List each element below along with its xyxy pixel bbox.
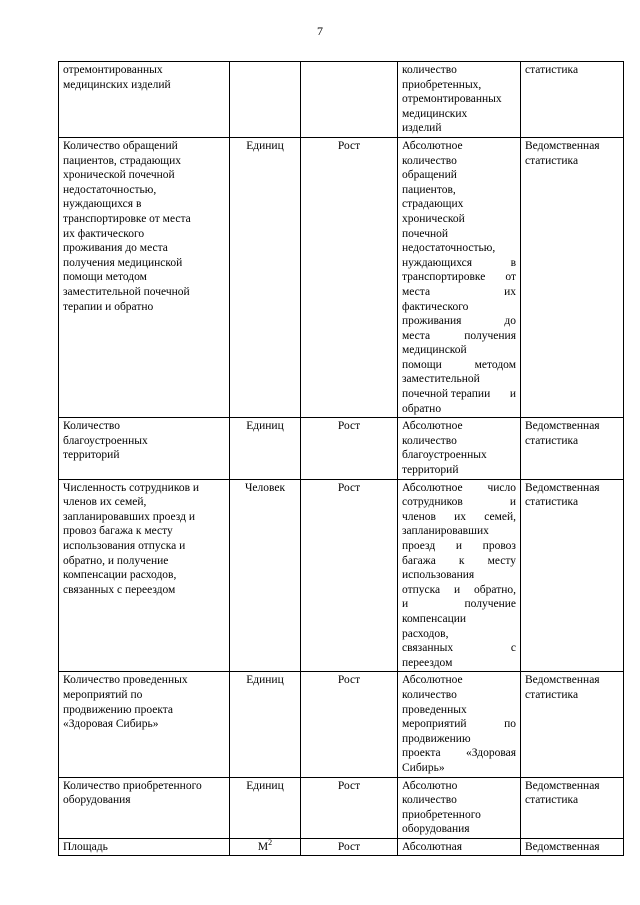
method-word: проезд xyxy=(402,540,436,552)
dynamics-cell xyxy=(301,479,398,672)
method-word: почечной терапии xyxy=(402,388,491,401)
indicator-line: помощи методом xyxy=(63,271,147,284)
table-row xyxy=(59,62,624,138)
method-line xyxy=(402,703,516,718)
indicator-line: оборудования xyxy=(63,794,131,807)
indicator-line: отремонтированных xyxy=(63,64,163,76)
unit-cell xyxy=(230,838,301,856)
source-cell xyxy=(521,137,624,417)
method-word: число xyxy=(487,481,516,494)
method-word: проекта xyxy=(402,747,441,760)
indicator-line: использования отпуска и xyxy=(63,540,186,552)
method-line xyxy=(402,107,516,122)
method-line xyxy=(402,481,516,496)
method-word: месту xyxy=(487,554,516,567)
method-line xyxy=(402,510,516,525)
method-word: багажа xyxy=(402,554,436,567)
source-line: статистика xyxy=(525,688,579,701)
method-word: получение xyxy=(464,598,516,611)
source-line: Ведомственная xyxy=(525,840,600,853)
indicator-line: продвижению проекта xyxy=(63,703,174,716)
method-word: транспортировке xyxy=(402,271,486,284)
method-word: использования xyxy=(402,569,475,582)
method-line xyxy=(402,168,516,183)
dynamics-cell xyxy=(301,137,398,417)
method-word: количество xyxy=(402,64,457,76)
dynamics-cell xyxy=(301,777,398,838)
method-line xyxy=(402,358,516,373)
method-word: в xyxy=(510,256,516,269)
unit-superscript: 2 xyxy=(268,838,273,848)
indicator-line: запланировавших проезд и xyxy=(63,510,196,523)
method-line xyxy=(402,139,516,154)
method-line xyxy=(402,746,516,761)
method-line xyxy=(402,448,516,463)
dynamics-cell xyxy=(301,62,398,138)
method-word: Абсолютное xyxy=(402,139,463,152)
method-cell xyxy=(398,62,521,138)
method-word: членов xyxy=(402,510,436,523)
indicator-line: Количество xyxy=(63,420,120,433)
method-cell xyxy=(398,479,521,672)
method-word: и xyxy=(509,388,516,401)
method-word: медицинских xyxy=(402,107,468,120)
unit-text: Единиц xyxy=(246,420,284,433)
indicator-line: компенсации расходов, xyxy=(63,569,177,582)
source-line: Ведомственная xyxy=(525,674,600,687)
method-word: от xyxy=(505,271,516,284)
method-word: семей, xyxy=(484,510,516,523)
method-line xyxy=(402,627,516,642)
method-word: отремонтированных xyxy=(402,93,502,106)
method-line xyxy=(402,212,516,227)
unit-cell xyxy=(230,777,301,838)
indicator-line: Численность сотрудников и xyxy=(63,481,200,494)
method-word: до xyxy=(504,315,516,328)
indicator-line: транспортировке от места xyxy=(63,212,191,225)
source-line: Ведомственная xyxy=(525,420,600,433)
dynamics-cell xyxy=(301,418,398,479)
indicator-line: Количество приобретенного xyxy=(63,779,202,792)
method-word: места xyxy=(402,285,431,298)
indicator-line: терапии и обратно xyxy=(63,300,154,313)
method-line xyxy=(402,583,516,598)
method-word: оборудования xyxy=(402,823,470,836)
dynamics-text: Рост xyxy=(337,779,361,792)
method-word: и xyxy=(509,496,516,509)
method-line xyxy=(402,568,516,583)
method-cell xyxy=(398,137,521,417)
method-line xyxy=(402,402,516,417)
method-line xyxy=(402,495,516,510)
method-word: почечной xyxy=(402,227,449,240)
method-word: запланировавших xyxy=(402,525,489,538)
method-cell xyxy=(398,418,521,479)
method-line xyxy=(402,808,516,823)
unit-text: Единиц xyxy=(246,139,284,152)
method-line xyxy=(402,300,516,315)
indicator-line: членов их семей, xyxy=(63,496,147,509)
method-line xyxy=(402,840,516,855)
dynamics-text: Рост xyxy=(337,840,361,853)
method-word: по xyxy=(504,718,516,731)
method-word: медицинской xyxy=(402,344,467,357)
indicator-line: Количество проведенных xyxy=(63,674,188,687)
method-word: «Здоровая xyxy=(466,747,516,760)
method-word: благоустроенных xyxy=(402,449,487,462)
source-line: статистика xyxy=(525,154,579,167)
method-word: компенсации xyxy=(402,612,467,625)
method-line xyxy=(402,343,516,358)
method-word: сотрудников xyxy=(402,496,463,509)
indicator-line: заместительной почечной xyxy=(63,285,190,298)
method-line xyxy=(402,641,516,656)
method-line xyxy=(402,539,516,554)
method-word: Абсолютное xyxy=(402,420,463,433)
method-word: провоз xyxy=(482,540,516,552)
method-word: количество xyxy=(402,688,457,701)
table-row xyxy=(59,777,624,838)
dynamics-cell xyxy=(301,672,398,777)
method-line xyxy=(402,434,516,449)
method-word: продвижению xyxy=(402,732,471,745)
method-word: пациентов, xyxy=(402,183,456,196)
dynamics-cell xyxy=(301,838,398,856)
source-line: статистика xyxy=(525,794,579,807)
method-line xyxy=(402,717,516,732)
method-word: места xyxy=(402,329,431,342)
table-row xyxy=(59,137,624,417)
method-word: приобретенного xyxy=(402,808,481,821)
method-line xyxy=(402,63,516,78)
method-line xyxy=(402,822,516,837)
table-row xyxy=(59,418,624,479)
method-word: обратно, xyxy=(474,583,516,596)
source-cell xyxy=(521,838,624,856)
method-word: связанных xyxy=(402,642,454,655)
method-word: количество xyxy=(402,434,457,447)
table-row xyxy=(59,479,624,672)
unit-text: М xyxy=(257,840,269,853)
method-word: проживания xyxy=(402,315,462,328)
indicator-line: медицинских изделий xyxy=(63,78,171,91)
indicator-cell xyxy=(59,62,230,138)
dynamics-text: Рост xyxy=(337,674,361,687)
indicator-line: провоз багажа к месту xyxy=(63,525,173,538)
indicator-line: нуждающихся в xyxy=(63,198,142,211)
indicator-cell xyxy=(59,418,230,479)
method-cell xyxy=(398,838,521,856)
indicator-line: обратно, и получение xyxy=(63,554,169,567)
source-cell xyxy=(521,479,624,672)
method-word: к xyxy=(458,554,465,567)
method-line xyxy=(402,227,516,242)
method-word: отпуска xyxy=(402,583,441,596)
method-line xyxy=(402,597,516,612)
method-line xyxy=(402,524,516,539)
method-word: приобретенных, xyxy=(402,78,482,91)
method-line xyxy=(402,732,516,747)
indicator-line: мероприятий по xyxy=(63,688,143,701)
method-word: их xyxy=(454,510,467,523)
dynamics-text: Рост xyxy=(337,139,361,152)
method-word: количество xyxy=(402,154,457,167)
method-line xyxy=(402,761,516,776)
method-line xyxy=(402,372,516,387)
method-line xyxy=(402,779,516,794)
method-line xyxy=(402,92,516,107)
method-word: территорий xyxy=(402,464,459,477)
indicator-line: недостаточностью, xyxy=(63,183,157,196)
method-word: количество xyxy=(402,794,457,807)
method-word: изделий xyxy=(402,122,442,135)
method-word: недостаточностью, xyxy=(402,242,496,255)
method-line xyxy=(402,387,516,402)
unit-text: Человек xyxy=(244,481,286,494)
method-line xyxy=(402,463,516,478)
method-line xyxy=(402,793,516,808)
table-row xyxy=(59,672,624,777)
method-word: заместительной xyxy=(402,373,480,386)
indicator-line: получения медицинской xyxy=(63,256,183,269)
source-line: Ведомственная xyxy=(525,481,600,494)
indicator-cell xyxy=(59,672,230,777)
method-word: расходов, xyxy=(402,627,449,640)
method-line xyxy=(402,256,516,271)
unit-cell xyxy=(230,418,301,479)
method-word: Абсолютная xyxy=(402,840,463,853)
method-word: и xyxy=(455,540,463,552)
method-line xyxy=(402,270,516,285)
method-word: Сибирь» xyxy=(402,761,445,774)
method-word: и xyxy=(402,598,409,611)
indicator-line: «Здоровая Сибирь» xyxy=(63,718,159,731)
indicator-cell xyxy=(59,777,230,838)
indicators-table xyxy=(58,61,624,856)
unit-cell xyxy=(230,479,301,672)
method-line xyxy=(402,419,516,434)
dynamics-text: Рост xyxy=(337,481,361,494)
method-line xyxy=(402,688,516,703)
unit-text: Единиц xyxy=(246,779,284,792)
unit-cell xyxy=(230,62,301,138)
method-word: получения xyxy=(464,329,516,342)
method-line xyxy=(402,241,516,256)
source-line: статистика xyxy=(525,496,579,509)
source-line: Ведомственная xyxy=(525,779,600,792)
source-line: статистика xyxy=(525,434,579,447)
method-line xyxy=(402,154,516,169)
source-line: статистика xyxy=(525,64,579,76)
method-word: страдающих xyxy=(402,198,464,211)
method-line xyxy=(402,183,516,198)
method-word: мероприятий xyxy=(402,718,467,731)
indicator-cell xyxy=(59,137,230,417)
indicator-cell xyxy=(59,838,230,856)
method-word: обратно xyxy=(402,402,442,415)
page-number: 7 xyxy=(317,24,323,38)
method-cell xyxy=(398,777,521,838)
method-word: хронической xyxy=(402,212,465,225)
unit-cell xyxy=(230,672,301,777)
method-word: проведенных xyxy=(402,703,467,716)
method-word: Абсолютно xyxy=(402,779,458,792)
source-cell xyxy=(521,62,624,138)
indicator-line: связанных с переездом xyxy=(63,583,176,596)
method-word: нуждающихся xyxy=(402,256,473,269)
method-line xyxy=(402,673,516,688)
method-cell xyxy=(398,672,521,777)
indicators-table-body xyxy=(59,62,624,856)
indicator-line: благоустроенных xyxy=(63,434,148,447)
method-word: и xyxy=(454,583,461,596)
indicator-line: Количество обращений xyxy=(63,139,178,152)
method-line xyxy=(402,329,516,344)
indicator-line: Площадь xyxy=(63,840,108,853)
method-line xyxy=(402,554,516,569)
dynamics-text: Рост xyxy=(337,420,361,433)
source-cell xyxy=(521,672,624,777)
method-word: методом xyxy=(474,358,516,371)
method-line xyxy=(402,656,516,671)
method-word: фактического xyxy=(402,300,469,313)
unit-text: Единиц xyxy=(246,674,284,687)
indicator-line: проживания до места xyxy=(63,242,168,255)
indicator-line: их фактического xyxy=(63,227,145,240)
method-line xyxy=(402,314,516,329)
method-line xyxy=(402,285,516,300)
method-word: помощи xyxy=(402,358,442,371)
method-line xyxy=(402,78,516,93)
indicator-line: хронической почечной xyxy=(63,169,175,182)
method-line xyxy=(402,197,516,212)
unit-cell xyxy=(230,137,301,417)
method-line xyxy=(402,121,516,136)
indicator-cell xyxy=(59,479,230,672)
method-word: обращений xyxy=(402,169,457,182)
method-word: их xyxy=(504,285,516,298)
method-word: Абсолютное xyxy=(402,481,463,494)
table-row xyxy=(59,838,624,856)
method-word: Абсолютное xyxy=(402,674,463,687)
method-word: переездом xyxy=(402,656,453,669)
source-cell xyxy=(521,777,624,838)
source-cell xyxy=(521,418,624,479)
method-line xyxy=(402,612,516,627)
indicator-line: территорий xyxy=(63,449,120,462)
source-line: Ведомственная xyxy=(525,139,600,152)
indicator-line: пациентов, страдающих xyxy=(63,154,182,167)
method-word: с xyxy=(510,642,516,655)
